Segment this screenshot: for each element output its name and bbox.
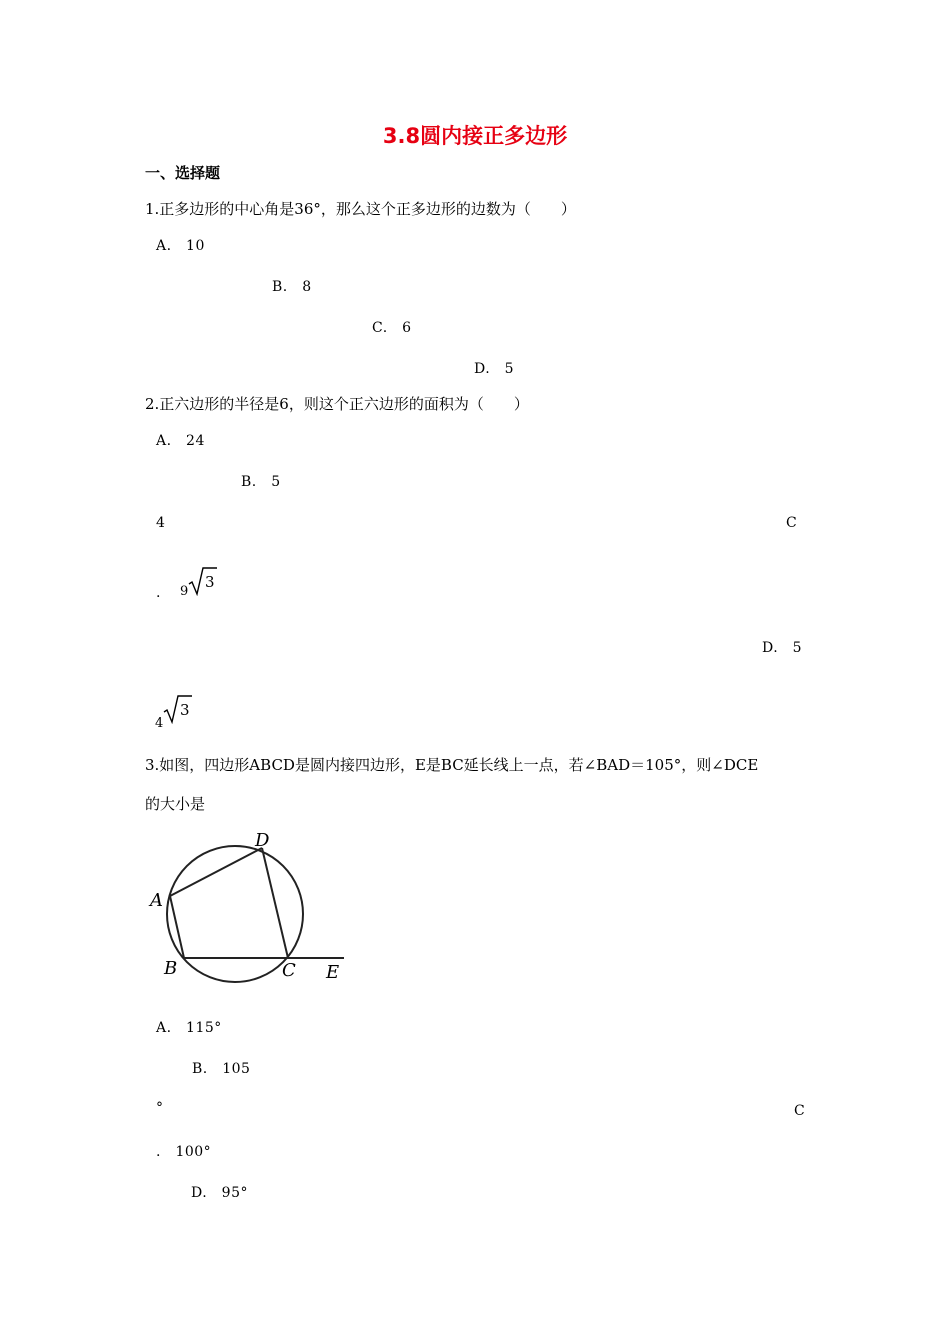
cyclic-quadrilateral-figure (148, 826, 358, 989)
question-2-option-b[interactable]: B. 5 (241, 474, 281, 490)
segment-ad (170, 848, 262, 896)
question-2-option-d-value (155, 694, 193, 731)
question-2-option-a[interactable]: A. 24 (156, 433, 205, 449)
square-root-icon (188, 566, 218, 596)
section-heading: 一、选择题 (145, 164, 221, 182)
question-2-stem: 2.正六边形的半径是6，则这个正六边形的面积为（ ） (145, 395, 529, 413)
question-3-option-c[interactable]: . 100° (156, 1144, 212, 1160)
question-1-option-a[interactable]: A. 10 (156, 238, 205, 254)
question-1-option-b[interactable]: B. 8 (272, 279, 312, 295)
radicand: 3 (180, 701, 190, 719)
radical-coefficient: 4 (155, 716, 164, 731)
question-2-option-c-dot: . (156, 585, 161, 601)
question-3-option-c-letter[interactable]: C (794, 1103, 806, 1119)
question-2-option-c-value[interactable] (180, 566, 218, 599)
question-3-stem-line-2: 的大小是 (145, 795, 206, 813)
question-2-option-b-continuation: 4 (156, 515, 166, 531)
question-2-option-c-letter[interactable]: C (786, 515, 798, 531)
point-label-d: D (255, 830, 270, 851)
segment-dc (262, 848, 288, 958)
question-1-stem: 1.正多边形的中心角是36°，那么这个正多边形的边数为（ ） (145, 200, 576, 218)
point-label-e: E (326, 962, 340, 983)
radicand: 3 (205, 573, 215, 591)
question-1-option-c[interactable]: C. 6 (372, 320, 412, 336)
question-3-option-b-continuation: ° (156, 1100, 164, 1116)
question-1-option-d[interactable]: D. 5 (474, 361, 515, 377)
point-label-b: B (164, 958, 178, 979)
question-2-option-d[interactable]: D. 5 (762, 640, 803, 656)
question-3-stem-line-1: 3.如图，四边形ABCD是圆内接四边形，E是BC延长线上一点，若∠BAD＝105°，则∠DCE (145, 756, 759, 774)
point-label-c: C (282, 960, 296, 981)
question-3-option-b[interactable]: B. 105 (192, 1061, 251, 1077)
square-root-icon (163, 694, 193, 724)
radical-coefficient: 9 (180, 584, 189, 599)
page-title: 3.8圆内接正多边形 (382, 124, 568, 148)
point-label-a: A (150, 890, 163, 911)
question-3-option-a[interactable]: A. 115° (156, 1020, 222, 1036)
question-3-option-d[interactable]: D. 95° (191, 1185, 248, 1201)
